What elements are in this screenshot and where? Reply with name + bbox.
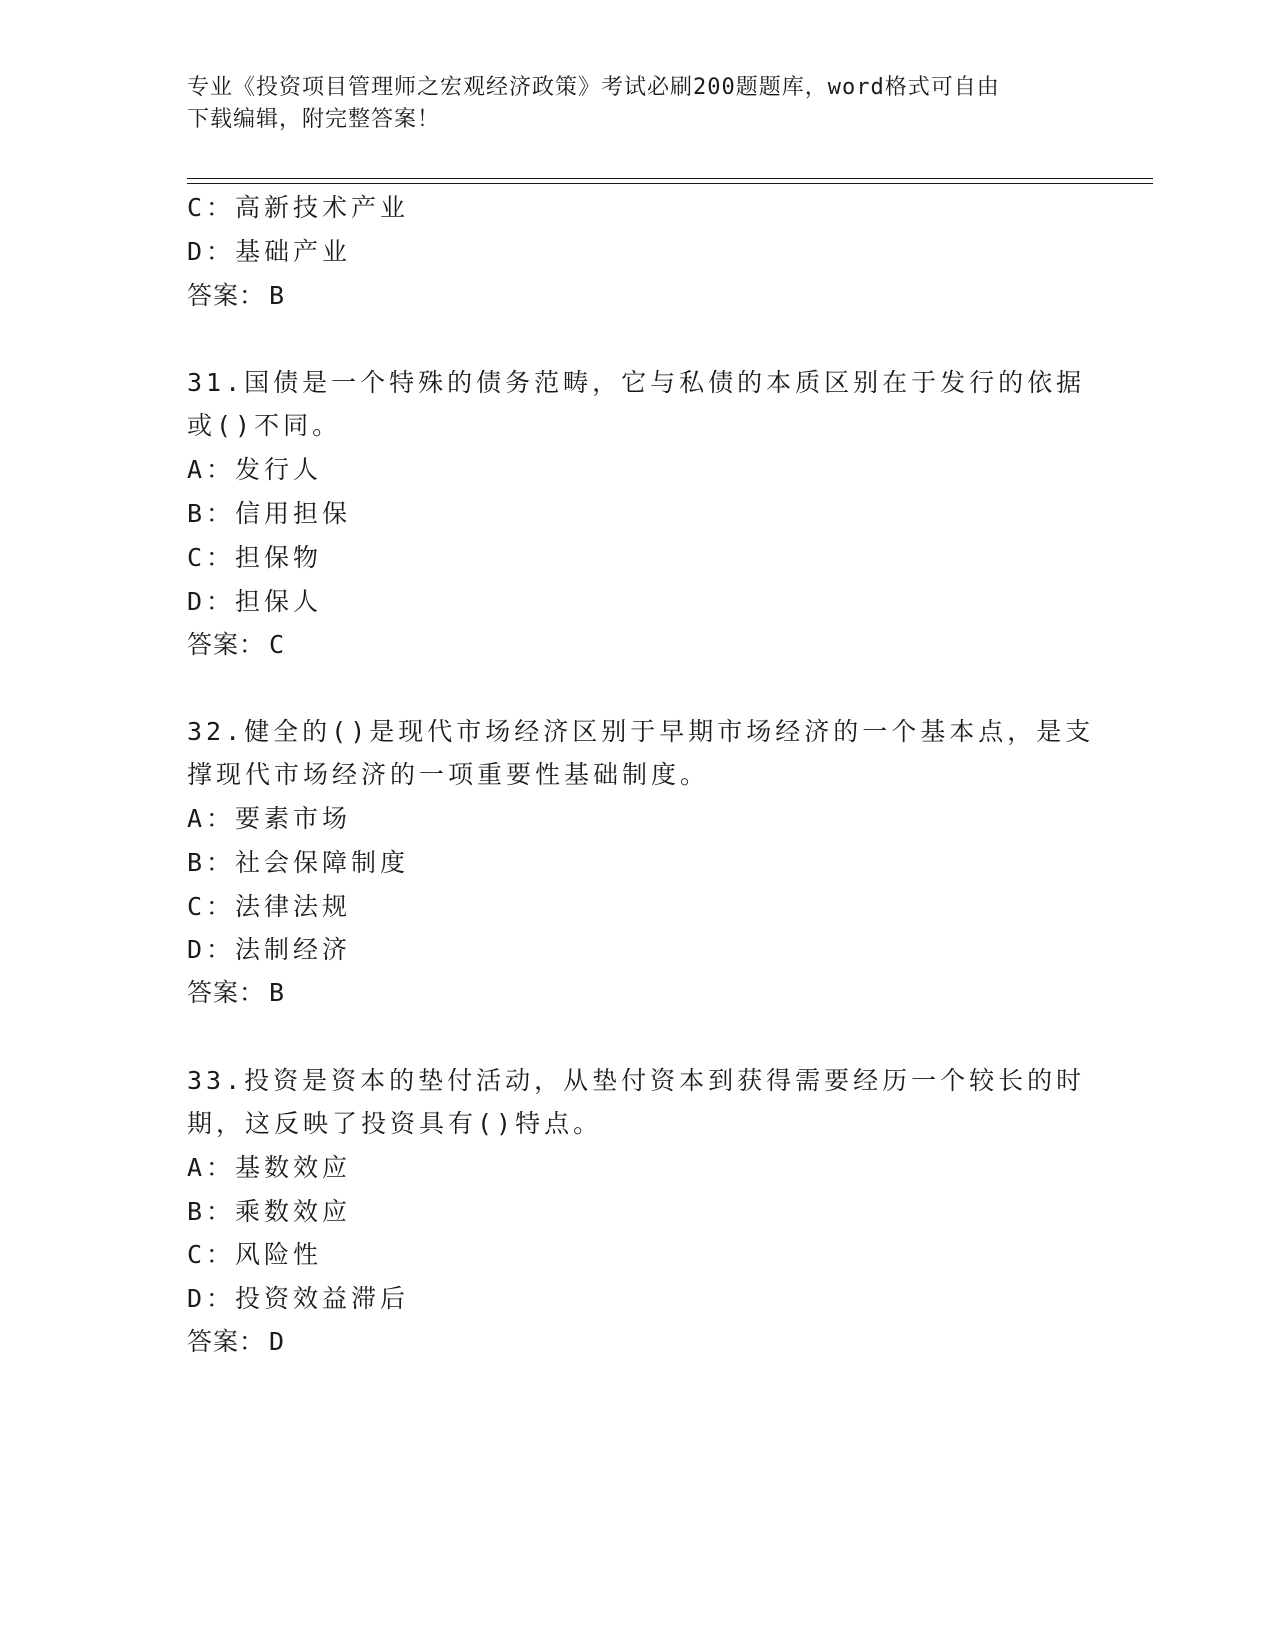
option-b: B：信用担保 [187,499,352,528]
answer-label: 答案： [187,281,266,310]
option-c: C：高新技术产业 [187,193,410,222]
option-a: A：要素市场 [187,804,352,833]
question-stem-32-line-1: 32.健全的()是现代市场经济区别于早期市场经济的一个基本点，是支 [187,717,1095,746]
question-stem-31-line-2: 或()不同。 [187,411,342,440]
answer-value: C [269,630,286,659]
answer-line [187,622,285,668]
header-line-2: 下载编辑，附完整答案！ [187,107,441,132]
option-a: A：发行人 [187,455,323,484]
question-stem-33-line-2: 期，这反映了投资具有()特点。 [187,1109,603,1138]
document-header [187,72,1087,136]
option-c: C：风险性 [187,1240,323,1269]
option-d: D：基础产业 [187,237,352,266]
question-stem-33-line-1: 33.投资是资本的垫付活动，从垫付资本到获得需要经历一个较长的时 [187,1066,1086,1095]
option-b: B：社会保障制度 [187,848,410,877]
answer-value: B [269,281,286,310]
answer-value: B [269,978,286,1007]
answer-line [187,1319,285,1365]
header-divider-top [187,178,1153,179]
question-stem-31-line-1: 31.国债是一个特殊的债务范畴，它与私债的本质区别在于发行的依据 [187,368,1086,397]
option-b: B：乘数效应 [187,1197,352,1226]
answer-line [187,273,285,319]
question-stem-32-line-2: 撑现代市场经济的一项重要性基础制度。 [187,760,710,789]
answer-label: 答案： [187,630,266,659]
header-line-1: 专业《投资项目管理师之宏观经济政策》考试必刷200题题库，word格式可自由 [187,75,1000,100]
option-d: D：法制经济 [187,935,352,964]
answer-line [187,970,285,1016]
option-d: D：投资效益滞后 [187,1284,410,1313]
header-divider-bottom [187,183,1153,184]
answer-value: D [269,1327,286,1356]
option-c: C：法律法规 [187,892,352,921]
option-c: C：担保物 [187,543,323,572]
option-a: A：基数效应 [187,1153,352,1182]
answer-label: 答案： [187,978,266,1007]
option-d: D：担保人 [187,587,323,616]
answer-label: 答案： [187,1327,266,1356]
